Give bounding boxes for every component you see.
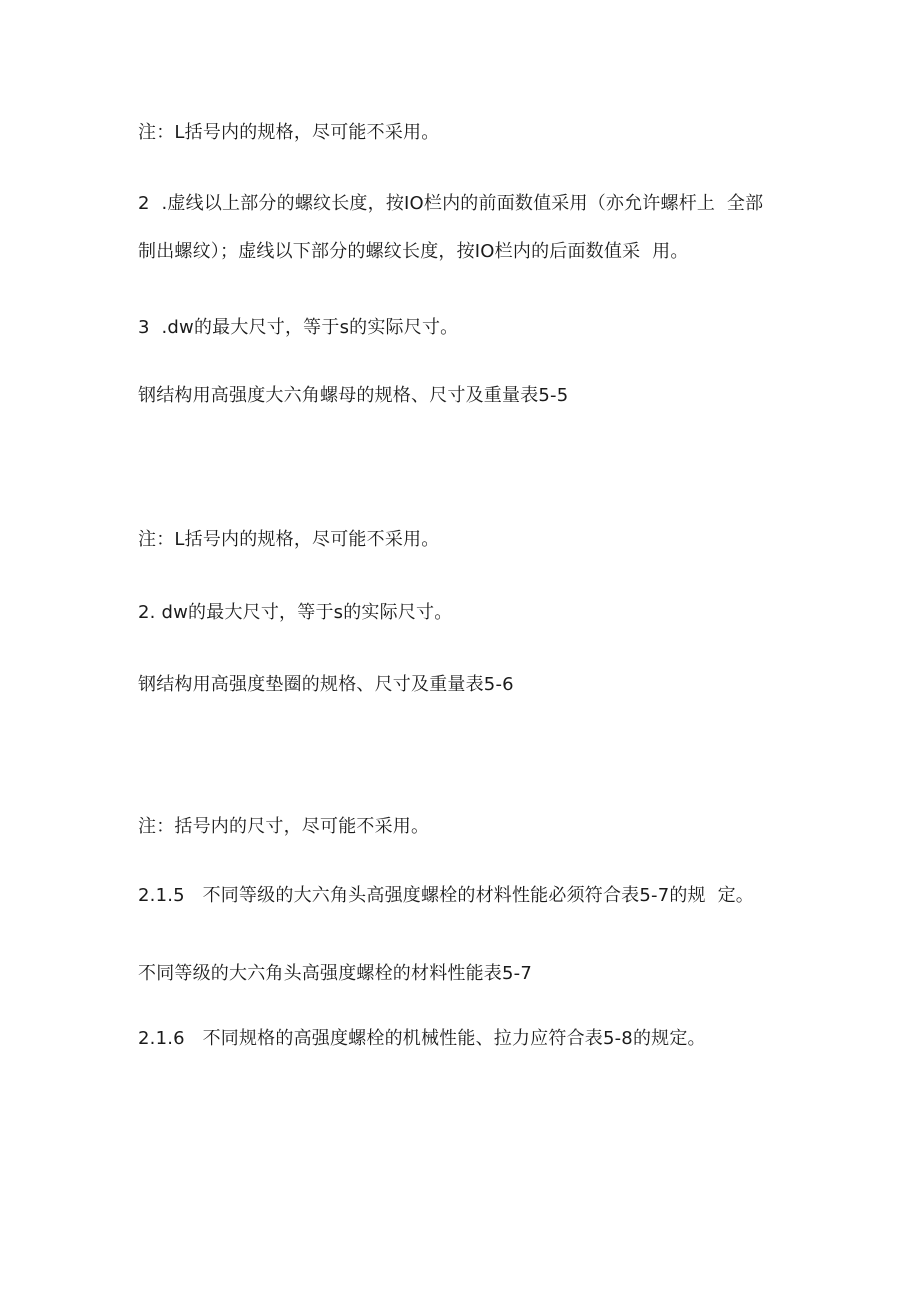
note-paragraph: 2 .虚线以上部分的螺纹长度，按IO栏内的前面数值采用（亦允许螺杆上 全部 xyxy=(138,193,764,214)
note-paragraph: 制出螺纹）；虚线以下部分的螺纹长度，按IO栏内的后面数值采 用。 xyxy=(138,241,689,262)
section-paragraph: 2.1.5 不同等级的大六角头高强度螺栓的材料性能必须符合表5-7的规 定。 xyxy=(138,885,755,906)
table-caption: 钢结构用高强度大六角螺母的规格、尺寸及重量表5-5 xyxy=(138,385,569,406)
note-paragraph: 3 .dw的最大尺寸，等于s的实际尺寸。 xyxy=(138,317,459,338)
note-paragraph: 注：L括号内的规格，尽可能不采用。 xyxy=(138,122,440,143)
table-caption: 钢结构用高强度垫圈的规格、尺寸及重量表5-6 xyxy=(138,674,514,695)
note-paragraph: 注：L括号内的规格，尽可能不采用。 xyxy=(138,529,440,550)
note-paragraph: 注：括号内的尺寸，尽可能不采用。 xyxy=(138,816,430,837)
section-paragraph: 2.1.6 不同规格的高强度螺栓的机械性能、拉力应符合表5-8的规定。 xyxy=(138,1028,706,1049)
table-caption: 不同等级的大六角头高强度螺栓的材料性能表5-7 xyxy=(138,963,532,984)
note-paragraph: 2. dw的最大尺寸，等于s的实际尺寸。 xyxy=(138,602,453,623)
